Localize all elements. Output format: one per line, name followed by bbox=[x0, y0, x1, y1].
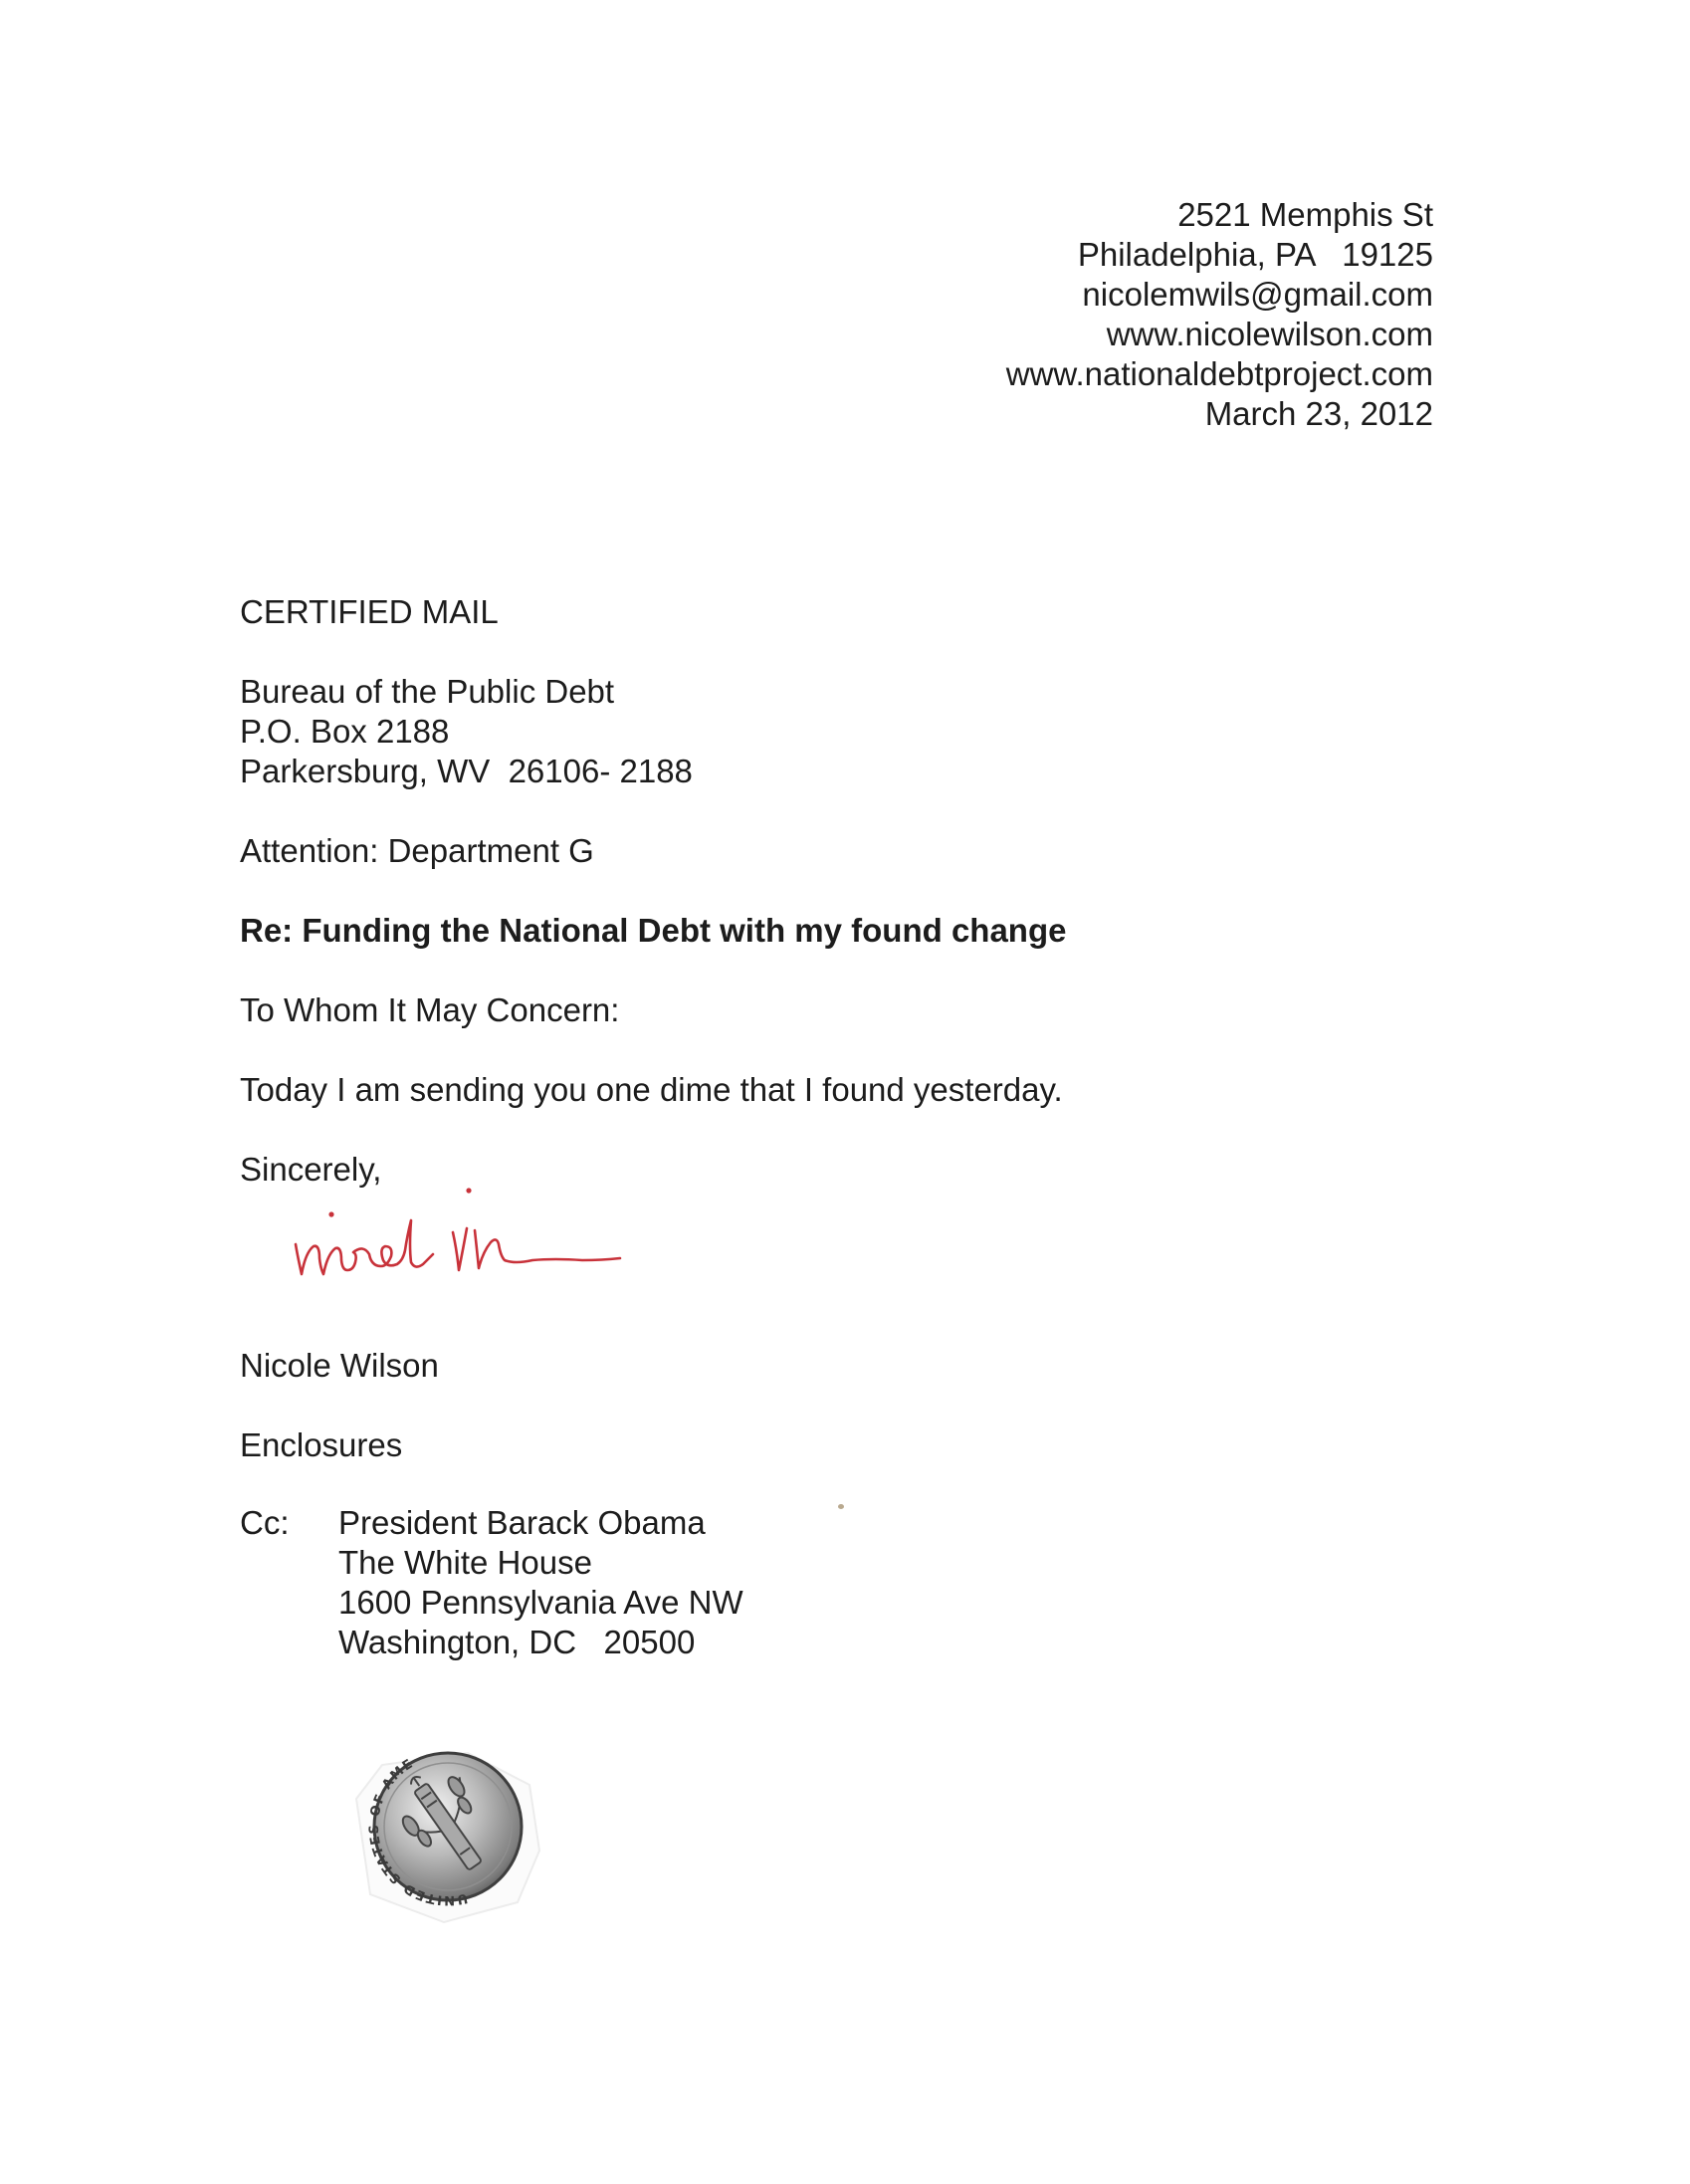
recipient-box: P.O. Box 2188 bbox=[240, 713, 450, 750]
cc-address bbox=[338, 1503, 743, 1662]
return-website-personal: www.nicolewilson.com bbox=[1106, 316, 1433, 352]
recipient-address bbox=[240, 672, 693, 791]
cc-organization: The White House bbox=[338, 1544, 592, 1581]
coin-inscription: UNITED STATES OF AMERICA bbox=[366, 1756, 469, 1908]
letter-date: March 23, 2012 bbox=[1204, 395, 1433, 432]
return-street: 2521 Memphis St bbox=[1177, 196, 1433, 233]
recipient-city-state-zip: Parkersburg, WV 26106- 2188 bbox=[240, 753, 693, 789]
cc-label: Cc: bbox=[240, 1504, 290, 1541]
cc-street: 1600 Pennsylvania Ave NW bbox=[338, 1584, 743, 1621]
mail-type: CERTIFIED MAIL bbox=[240, 593, 499, 630]
dime-coin-image bbox=[348, 1727, 547, 1926]
attention-line: Attention: Department G bbox=[240, 832, 594, 869]
letter-body: Today I am sending you one dime that I found yesterday. bbox=[240, 1071, 1063, 1108]
closing: Sincerely, bbox=[240, 1151, 382, 1188]
return-address bbox=[1006, 195, 1433, 434]
return-website-project: www.nationaldebtproject.com bbox=[1005, 355, 1433, 392]
taped-dime bbox=[348, 1727, 547, 1926]
return-city-state-zip: Philadelphia, PA 19125 bbox=[1077, 236, 1433, 273]
salutation: To Whom It May Concern: bbox=[240, 991, 620, 1028]
paper-speck bbox=[838, 1504, 844, 1509]
handwritten-signature bbox=[284, 1175, 682, 1314]
cc-city-state-zip: Washington, DC 20500 bbox=[338, 1624, 696, 1660]
subject-line: Re: Funding the National Debt with my found change bbox=[240, 912, 1067, 949]
enclosures-line: Enclosures bbox=[240, 1426, 403, 1463]
sender-name: Nicole Wilson bbox=[240, 1347, 439, 1384]
cc-name: President Barack Obama bbox=[338, 1504, 706, 1541]
recipient-name: Bureau of the Public Debt bbox=[240, 673, 615, 710]
return-email: nicolemwils@gmail.com bbox=[1082, 276, 1433, 313]
